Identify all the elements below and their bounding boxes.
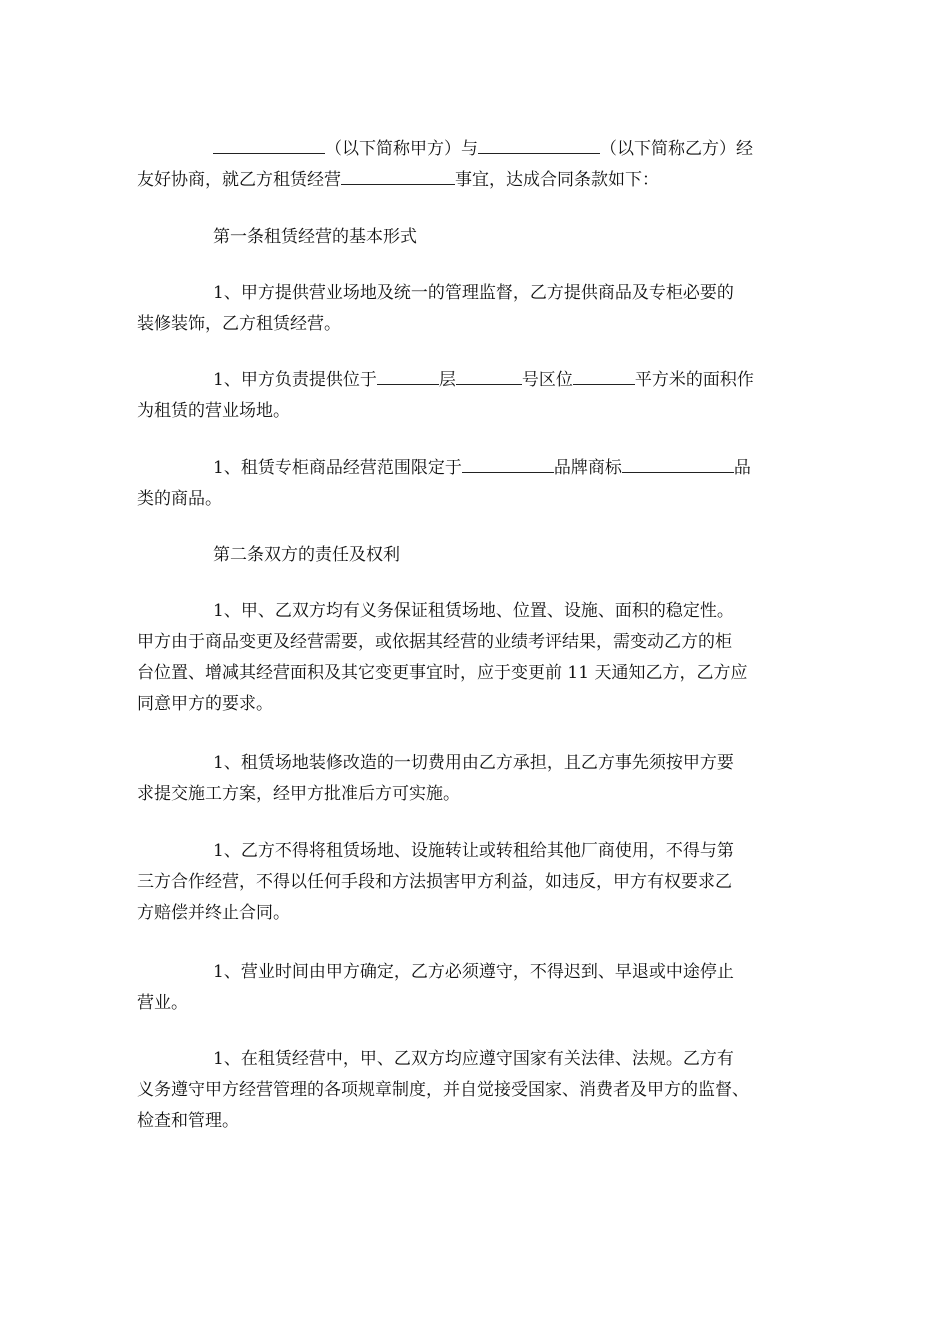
clause-paragraph <box>137 365 827 427</box>
text-line: 义务遵守甲方经营管理的各项规章制度，并自觉接受国家、消费者及甲方的监督、 <box>137 1080 749 1100</box>
text-line: 1、甲、乙双方均有义务保证租赁场地、位置、设施、面积的稳定性。 <box>213 601 734 621</box>
text-line: 台位置、增减其经营面积及其它变更事宜时，应于变更前 11 天通知乙方，乙方应 <box>137 663 748 683</box>
article-heading <box>137 540 827 571</box>
zone-blank <box>456 368 522 385</box>
text-line: 三方合作经营，不得以任何手段和方法损害甲方利益，如违反，甲方有权要求乙 <box>137 872 732 892</box>
text-line: 甲方由于商品变更及经营需要，或依据其经营的业绩考评结果，需变动乙方的柜 <box>137 632 732 652</box>
area-blank <box>573 368 635 385</box>
text-line: 1、在租赁经营中，甲、乙双方均应遵守国家有关法律、法规。乙方有 <box>213 1049 734 1069</box>
text-line: 营业。 <box>137 993 188 1013</box>
text-line: 品 <box>733 458 751 478</box>
text-line: 装修装饰，乙方租赁经营。 <box>137 314 341 334</box>
clause-paragraph <box>137 453 827 515</box>
text-line: 品牌商标 <box>553 458 622 478</box>
text-line: 1、甲方提供营业场地及统一的管理监督，乙方提供商品及专柜必要的 <box>213 283 734 303</box>
text-line: 1、甲方负责提供位于 <box>213 370 377 390</box>
text-line: 层 <box>438 370 456 390</box>
clause-paragraph <box>137 596 827 720</box>
business-blank <box>341 168 455 185</box>
text-line: 第二条双方的责任及权利 <box>213 545 400 565</box>
clause-paragraph <box>137 278 827 340</box>
text-line: 1、租赁专柜商品经营范围限定于 <box>213 458 462 478</box>
intro-paragraph <box>137 134 827 196</box>
article-heading <box>137 222 827 253</box>
text-line: 号区位 <box>521 370 573 390</box>
clause-paragraph <box>137 748 827 810</box>
text-line: 方赔偿并终止合同。 <box>137 903 290 923</box>
floor-blank <box>377 368 439 385</box>
clause-paragraph <box>137 1044 827 1137</box>
text-line: 1、租赁场地装修改造的一切费用由乙方承担，且乙方事先须按甲方要 <box>213 753 734 773</box>
party-a-blank <box>213 137 325 154</box>
category-blank <box>622 456 734 473</box>
text-line: 同意甲方的要求。 <box>137 694 273 714</box>
intro-text: （以下简称甲方）与 <box>325 139 478 159</box>
text-line: 第一条租赁经营的基本形式 <box>213 227 417 247</box>
intro-text: （以下简称乙方）经 <box>600 139 753 159</box>
intro-text: 友好协商，就乙方租赁经营 <box>137 170 341 190</box>
text-line: 求提交施工方案，经甲方批准后方可实施。 <box>137 784 460 804</box>
party-b-blank <box>478 137 600 154</box>
clause-paragraph <box>137 957 827 1019</box>
clause-paragraph <box>137 836 827 929</box>
text-line: 平方米的面积作 <box>634 370 754 390</box>
text-line: 1、乙方不得将租赁场地、设施转让或转租给其他厂商使用，不得与第 <box>213 841 734 861</box>
text-line: 1、营业时间由甲方确定，乙方必须遵守，不得迟到、早退或中途停止 <box>213 962 734 982</box>
text-line: 为租赁的营业场地。 <box>137 401 290 421</box>
brand-blank <box>462 456 554 473</box>
intro-text: 事宜，达成合同条款如下： <box>455 170 659 190</box>
text-line: 检查和管理。 <box>137 1111 239 1131</box>
text-line: 类的商品。 <box>137 489 222 509</box>
